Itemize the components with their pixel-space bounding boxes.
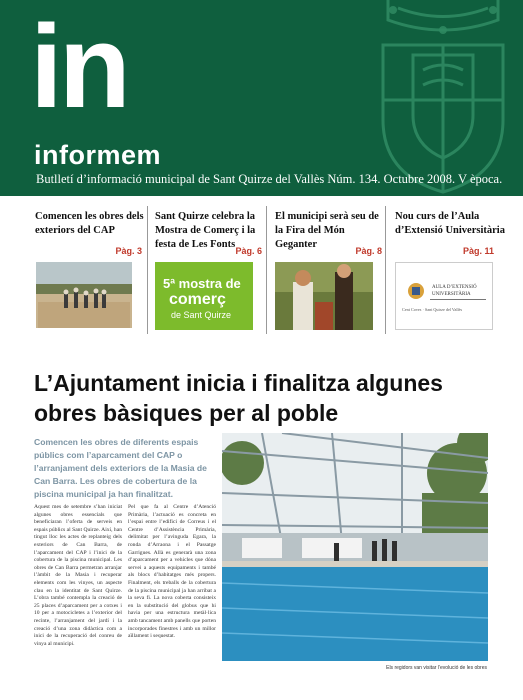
aula-logo-line1: AULA D’EXTENSIÓ [432, 285, 477, 290]
teaser-photo-giants [275, 262, 373, 330]
column-divider [266, 206, 267, 334]
column-divider [385, 206, 386, 334]
teaser-page: Pàg. 11 [462, 246, 494, 256]
teaser-cap[interactable] [28, 198, 146, 336]
column-divider [147, 206, 148, 334]
teaser-strip [28, 198, 505, 336]
aula-logo-line2: UNIVERSITÀRIA [432, 292, 471, 297]
teaser-mostra-comerc[interactable] [148, 198, 266, 336]
article-headline: L’Ajuntament inicia i finalitza algunes obres bàsiques per al poble [34, 370, 443, 426]
article-column-1: Aquest mes de setembre s’han iniciat algunes obres essencials que beneficiaran l’oferta de serveis en espais públics al Sant Quirze. Així, han tingut lloc les actes de replanteig dels exteriors de Can Barra, de l’aparcament del CAP i l’inici de la cobertura de la piscina municipal. Les obres de Can Barra permetran arranjar l’àmbit de la Masia i recuperar elements com les vinyes, un aspecte clau en la identitat de Sant Quirze. L’obra també contempla la creació de 25 places d’aparcament per a cotxes i 10 per a motocicletes a l’exterior del recinte, l’arranjament del jardí i la creació d’una zona didàctica com a inici de la recuperació del conreu de vinya al municipi. [34, 504, 122, 647]
teaser-title: Comencen les obres dels exteriors del CAP [35, 211, 144, 236]
article-column-2: Pel que fa al Centre d’Atenció Primària, l’actuació es concreta en l’espai entre l’edifici de Correus i el Centre d’Assistència Primària, delimitat per l’avinguda Egara, la ronda d’Arraona i el Passatge Garrigues. Allà es generarà una zona d’aparcament per a vehicles que dóna servei a aquests equipaments i també als blocs d’habitatges més propers. Finalment, els treballs de la cobertura de la piscina municipal ja han arribat a la seva fi. La nova coberta consisteix en la substitució del globus que hi havia per una estructura metàl·lica amb tancament amb panells que porten incorporades finestres i amb un millor aïllament i sequestat. [128, 504, 216, 640]
mostra-logo-line2: comerç [169, 291, 226, 308]
article-lede: Comencen les obres de diferents espais públics com l’aparcament del CAP o l’arranjament dels exteriors de la Masia de Can Barra. Les obres de cobertura de la piscina municipal ja han finalitzat. [34, 437, 207, 499]
teaser-title: Sant Quirze celebra la Mostra de Comerç i la festa de Les Fonts [155, 211, 256, 250]
teaser-fira-geganter[interactable] [268, 198, 386, 336]
masthead [0, 0, 523, 196]
logo-informem: informem [34, 140, 162, 170]
masthead-tagline: Butlletí d’informació municipal de Sant Quirze del Vallès Núm. 134. Octubre 2008. V època. [36, 172, 503, 186]
teaser-page: Pàg. 3 [115, 246, 142, 256]
teaser-aula-universitaria[interactable] [388, 198, 505, 336]
teaser-title: El municipi serà seu de la Fira del Món Geganter [275, 211, 379, 250]
aula-logo-rule [430, 299, 486, 300]
photo-caption: Els regidors van visitar l’evolució de les obres [386, 665, 487, 671]
mostra-logo-line1: 5ª mostra de [163, 276, 241, 291]
logo-in: in [30, 1, 127, 133]
teaser-title: Nou curs de l’Aula d’Extensió Universitària [395, 211, 505, 236]
teaser-page: Pàg. 8 [355, 246, 382, 256]
municipal-crest-icon [363, 0, 523, 196]
teaser-photo-works [36, 262, 132, 328]
aula-emblem-icon [406, 281, 426, 301]
mostra-logo-line3: de Sant Quirze [171, 310, 232, 320]
aula-logo-line3: Cent Coves · Sant Quirze del Vallès [402, 307, 463, 312]
article-photo-pool [222, 433, 488, 661]
aula-logo [395, 262, 493, 330]
mostra-comerc-logo [155, 262, 253, 330]
teaser-page: Pàg. 6 [235, 246, 262, 256]
